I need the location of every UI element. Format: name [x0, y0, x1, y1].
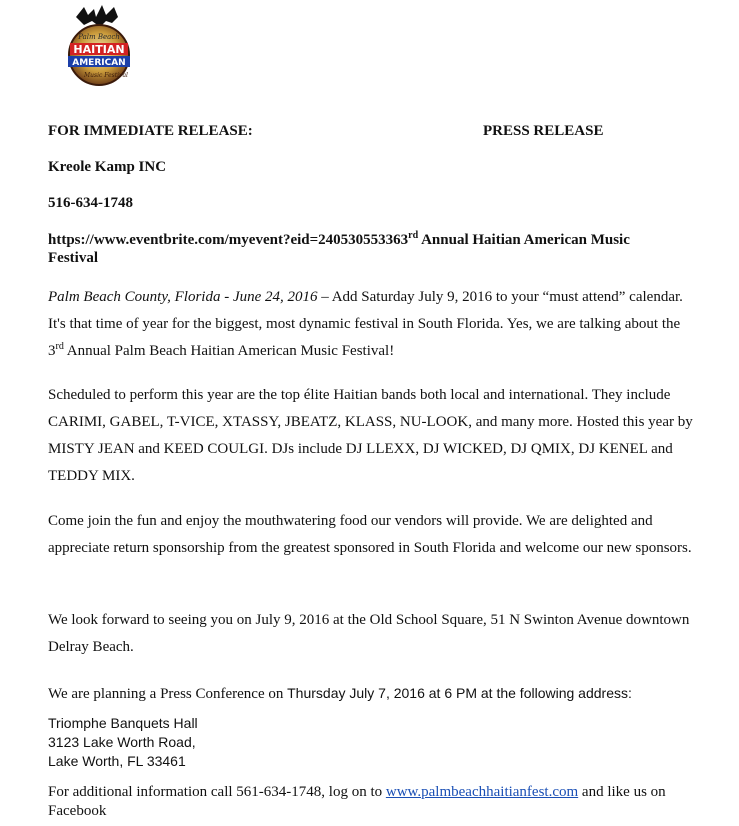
performers-paragraph: Scheduled to perform this year are the top élite Haitian bands both local and international. They include CARIMI, GABEL, T-VICE, XTASSY, JBEATZ, KLASS, NU-LOOK, and many more. Hosted this year by MISTY JEAN and KEED COULGI. DJs include DJ LLEXX, DJ WICKED, DJ QMIX, DJ KENEL and TEDDY MIX.: [48, 387, 693, 484]
title-ordinal: rd: [408, 230, 419, 241]
intro-text-a: – Add Saturday July 9, 2016 to your “must attend” calendar. It's that time of year for the biggest, most dynamic festival in South Florida. Yes, we are talking about the 3: [48, 289, 683, 359]
contact-before: For additional information call 561-634-1748, log on to: [48, 784, 386, 800]
logo-line3: Music Festival: [84, 72, 128, 79]
intro-paragraph: [48, 284, 698, 365]
contact-after: and like us on Facebook: [48, 784, 666, 819]
press-conference-paragraph: [48, 680, 698, 708]
eagle-icon: [76, 5, 118, 27]
press-conf-serif: We are planning a Press Conference on: [48, 686, 288, 702]
dateline: Palm Beach County, Florida - June 24, 2016: [48, 289, 318, 305]
logo-top-text: Palm Beach: [78, 33, 120, 41]
festival-logo: [62, 3, 136, 91]
press-release-label: PRESS RELEASE: [483, 123, 604, 139]
address-line3: Lake Worth, FL 33461: [48, 753, 186, 769]
address-line1: Triomphe Banquets Hall: [48, 715, 198, 731]
title-url: https://www.eventbrite.com/myevent?eid=240530553363: [48, 232, 409, 248]
press-conf-sans: Thursday July 7, 2016 at 6 PM at the following address:: [287, 685, 632, 701]
address-block: [48, 714, 198, 771]
intro-ordinal: rd: [55, 341, 64, 352]
sponsors-paragraph: Come join the fun and enjoy the mouthwatering food our vendors will provide. We are delighted and appreciate return sponsorship from the greatest sponsored in South Florida and welcome our new sponsors.: [48, 513, 692, 556]
title-rest: Annual Haitian American Music: [418, 232, 630, 248]
location-paragraph: We look forward to seeing you on July 9, 2016 at the Old School Square, 51 N Swinton Avenue downtown Delray Beach.: [48, 612, 690, 655]
release-title-line2: Festival: [48, 250, 98, 266]
website-link[interactable]: www.palmbeachhaitianfest.com: [385, 784, 579, 800]
logo-line1: HAITIAN: [73, 43, 125, 56]
contact-paragraph: [48, 783, 698, 821]
phone-number: 516-634-1748: [48, 195, 133, 211]
address-line2: 3123 Lake Worth Road,: [48, 734, 196, 750]
logo-line2: AMERICAN: [72, 58, 126, 68]
company-name: Kreole Kamp INC: [48, 159, 167, 175]
release-title: [48, 232, 630, 249]
release-label: FOR IMMEDIATE RELEASE:: [48, 123, 253, 139]
intro-text-b: Annual Palm Beach Haitian American Music Festival!: [63, 343, 395, 359]
